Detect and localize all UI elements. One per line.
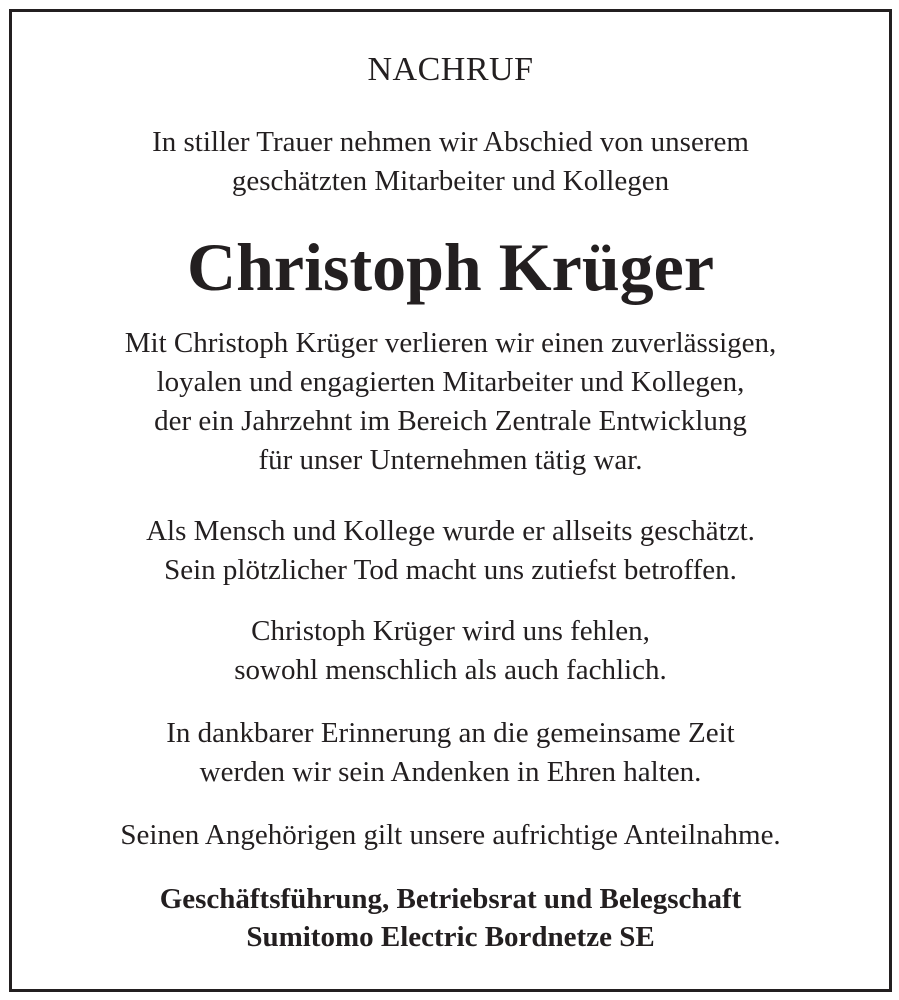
paragraph-line: Mit Christoph Krüger verlieren wir einen zuverlässigen,: [124, 327, 777, 359]
tribute-paragraph: [12, 324, 889, 480]
paragraph-line: loyalen und engagierten Mitarbeiter und Kollegen,: [156, 366, 745, 398]
deceased-name: Christoph Krüger: [187, 229, 714, 305]
tribute-paragraph: [12, 512, 889, 590]
paragraph-line: für unser Unternehmen tätig war.: [258, 444, 643, 476]
obituary-heading: NACHRUF: [367, 51, 534, 88]
paragraph-line: Als Mensch und Kollege wurde er allseits geschätzt.: [146, 515, 755, 547]
condolence-paragraph: [12, 816, 889, 855]
signature-line: Geschäftsführung, Betriebsrat und Belegschaft: [159, 883, 742, 915]
intro-line: In stiller Trauer nehmen wir Abschied von unserem: [152, 126, 749, 158]
paragraph-line: In dankbarer Erinnerung an die gemeinsame Zeit: [166, 717, 735, 749]
paragraph-line: Sein plötzlicher Tod macht uns zutiefst betroffen.: [164, 554, 737, 586]
paragraph-line: Christoph Krüger wird uns fehlen,: [251, 615, 650, 647]
intro-line: geschätzten Mitarbeiter und Kollegen: [231, 165, 670, 197]
tribute-paragraph: [12, 612, 889, 690]
paragraph-line: sowohl menschlich als auch fachlich.: [234, 654, 667, 686]
company-name: Sumitomo Electric Bordnetze SE: [246, 921, 655, 953]
paragraph-line: werden wir sein Andenken in Ehren halten.: [199, 756, 702, 788]
obituary-frame: [9, 9, 892, 992]
paragraph-line: Seinen Angehörigen gilt unsere aufrichtige Anteilnahme.: [120, 819, 781, 851]
intro-text: [12, 123, 889, 201]
tribute-paragraph: [12, 714, 889, 792]
paragraph-line: der ein Jahrzehnt im Bereich Zentrale Entwicklung: [154, 405, 747, 437]
signature-block: [12, 880, 889, 956]
